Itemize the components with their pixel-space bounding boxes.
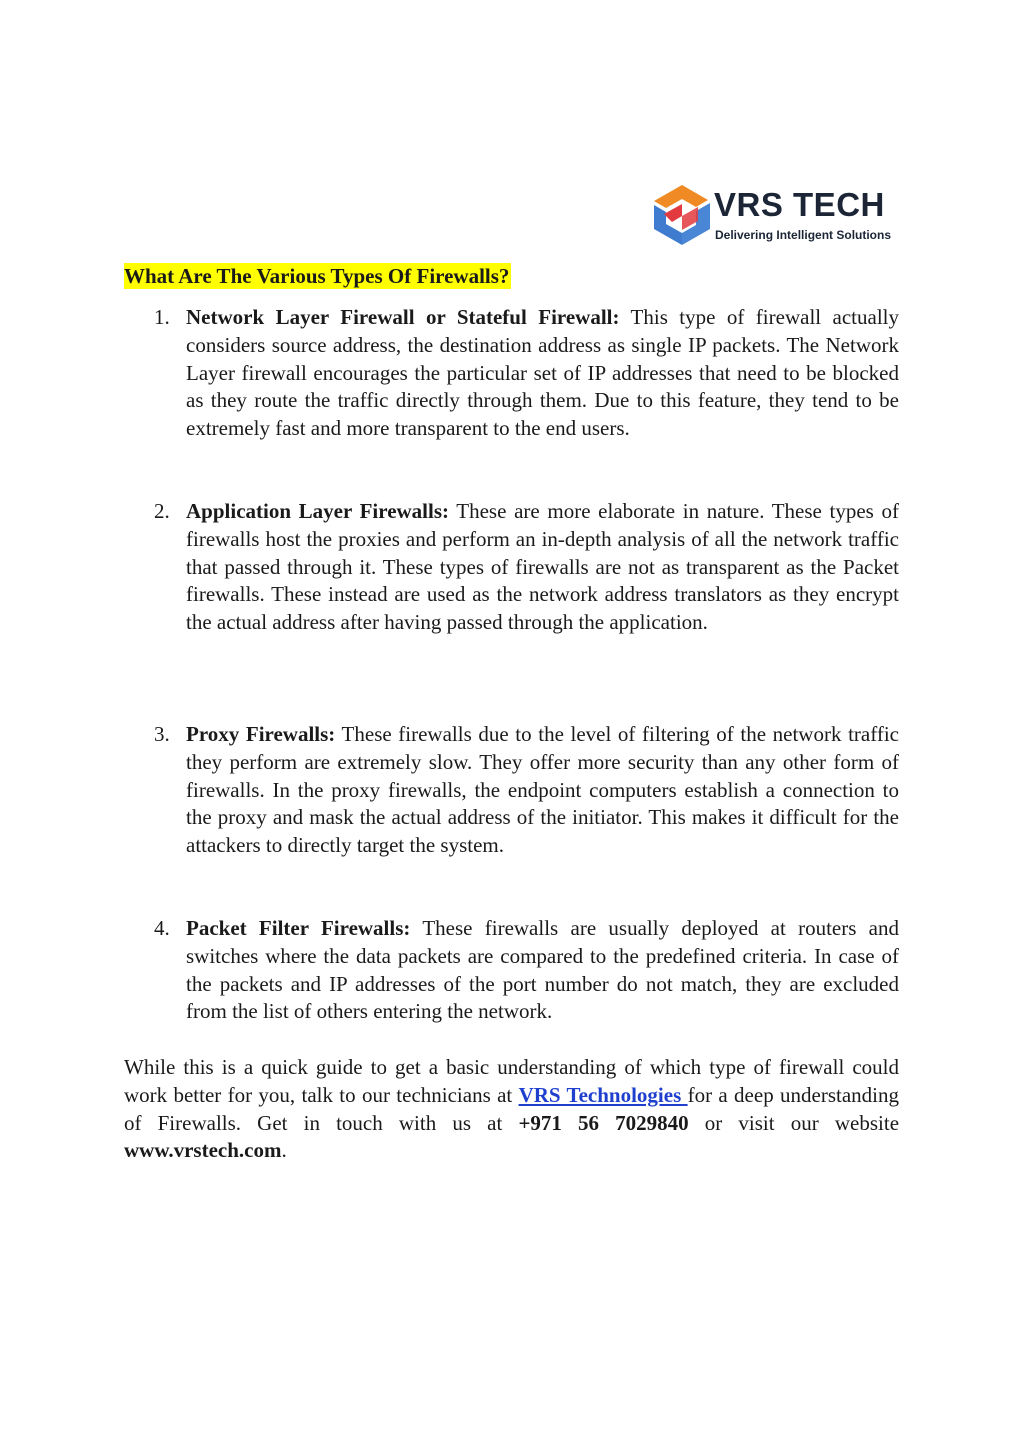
hexagon-logo-icon [652, 183, 712, 247]
logo-tagline: Delivering Intelligent Solutions [715, 228, 892, 242]
item-text: This type of firewall actually considers source address, the destination address as single IP packets. The Network Layer firewall encourages the particular set of IP addresses that need to be blocked as they route the traffic directly through them. Due to this feature, they tend to be extremely fast and more transparent to the end users. [186, 305, 899, 441]
item-text: These firewalls due to the level of filtering of the network traffic they perform are extremely slow. They offer more security than any other form of firewalls. In the proxy firewalls, the endpoint computers establish a connection to the proxy and mask the actual address of the initiator. This makes it difficult for the attackers to directly target the system. [186, 722, 899, 858]
closing-text: While this is a quick guide to get a basic understanding of which type of firewall could work better for you, talk to our technicians at [124, 1055, 899, 1107]
item-text: These firewalls are usually deployed at routers and switches where the data packets are compared to the predefined criteria. In case of the packets and IP addresses of the port number do not match, they are excluded from the list of others entering the network. [186, 916, 900, 1024]
vrs-technologies-link[interactable]: VRS Technologies [518, 1082, 688, 1107]
item-title: Proxy Firewalls: [186, 722, 336, 746]
closing-text: for a deep understanding of Firewalls. Get in touch with us at [124, 1082, 899, 1135]
item-text: These are more elaborate in nature. These types of firewalls host the proxies and perform an in-depth analysis of all the network traffic that passed through it. These types of firewalls are not as transparent as the Packet firewalls. These instead are used as the network address translators as they encrypt the actual address after having passed through the application. [186, 499, 899, 635]
item-title: Application Layer Firewalls: [186, 499, 450, 523]
list-number: 1. [154, 305, 170, 329]
list-item [154, 304, 899, 443]
list-number: 2. [154, 499, 170, 523]
closing-text: or visit our website [688, 1110, 900, 1135]
logo-title: VRS TECH [714, 186, 885, 223]
list-item [154, 498, 899, 637]
phone-number: +971 56 7029840 [518, 1110, 689, 1135]
item-title: Network Layer Firewall or Stateful Firewall: [186, 305, 620, 329]
list-number: 3. [154, 722, 170, 746]
list-item [154, 915, 900, 1026]
closing-paragraph [124, 1054, 899, 1165]
page-heading: What Are The Various Types Of Firewalls? [124, 264, 510, 288]
vrs-tech-logo [652, 183, 892, 249]
website-url: www.vrstech.com [124, 1138, 282, 1163]
list-item [154, 721, 899, 860]
closing-text: . [281, 1138, 287, 1163]
item-title: Packet Filter Firewalls: [186, 916, 411, 940]
list-number: 4. [154, 916, 170, 940]
